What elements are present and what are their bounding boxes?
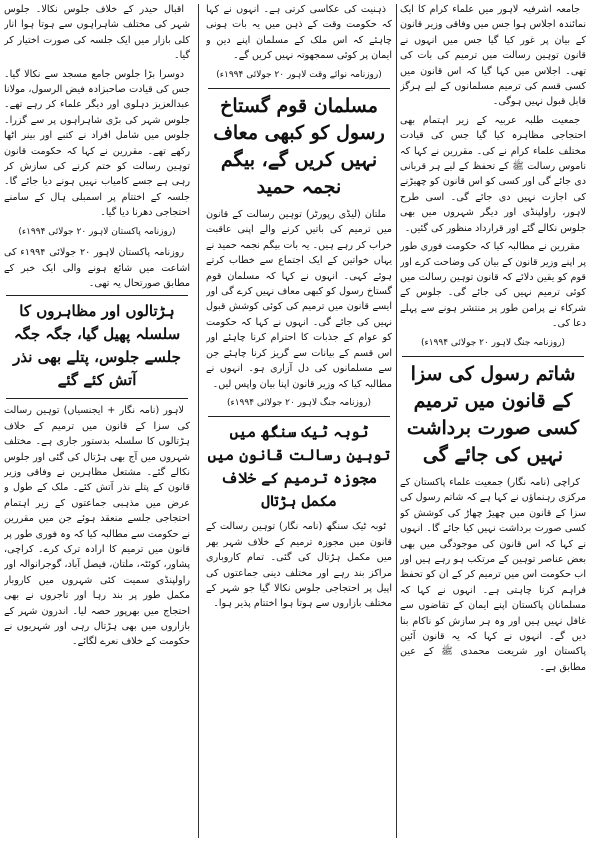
section-divider xyxy=(402,356,584,357)
source-citation: (روزنامہ نوائے وقت لاہور ۲۰ جولائی ۱۹۹۴ء) xyxy=(216,69,382,80)
section-divider xyxy=(6,295,188,296)
article-paragraph: ملتان (لیڈی رپورٹر) توہین رسالت کے قانون میں ترمیم کی باتیں کرنے والے اپنی عاقبت خراب کر رہے ہیں۔ یہ بات بیگم نجمہ حمید نے یہاں خواتین کے ایک اجتماع سے خطاب کرتے ہوئے کہی۔ انہوں نے کہا کہ مسلمان قوم گستاخ رسول کو کبھی معاف نہیں کرے گی اور ایسے قانون میں ترمیم کی کوئی کوشش قبول نہیں کی جائے گی۔ انہوں نے کہا کہ حکومت کو عوام کے جذبات کا احترام کرنا چاہئے اور اس قسم کے بیانات سے گریز کرنا چاہئے جن سے مسلمانوں کی دل آزاری ہو۔ انہوں نے مطالبہ کیا کہ وزیر قانون اپنا بیان واپس لیں۔ xyxy=(206,209,392,390)
article-paragraph: لاہور (نامہ نگار + ایجنسیاں) توہین رسالت کی سزا کے قانون میں ترمیم کے خلاف ہڑتالوں کا سلسلہ بدستور جاری ہے۔ مختلف شہروں میں آج بھی ہڑتال کی گئی اور جلوس نکالے گئے۔ مشتعل مظاہرین نے وفاقی وزیر قانون کے پتلے نذر آتش کئے۔ ملک کے طول و عرض میں مذہبی جماعتوں کے زیر اہتمام احتجاجی جلسے منعقد ہوئے جن میں مقررین نے حکومت سے مطالبہ کیا کہ وہ فوری طور پر قانون میں ترمیم کا ارادہ ترک کرے۔ کراچی، پشاور، کوئٹہ، ملتان، فیصل آباد، گوجرانوالہ اور راولپنڈی سمیت کئی شہروں میں کاروبار مکمل طور پر بند رہا اور تاجروں نے بھی احتجاج میں بھرپور حصہ لیا۔ اندرون شہر کے بازاروں میں بھی ہڑتال رہی اور شہریوں نے حکومت کے خلاف نعرے لگائے۔ xyxy=(4,405,190,648)
headline: شاتم رسول کی سزا کے قانون میں ترمیم کسی صورت برداشت نہیں کی جائے گی xyxy=(406,362,580,466)
article-paragraph: دوسرا بڑا جلوس جامع مسجد سے نکالا گیا۔ جس کی قیادت صاحبزادہ فیض الرسول، مولانا عبدالعزیز دہلوی اور دیگر علماء کر رہے تھے۔ جلوس شہر کی بڑی شاہراہوں پر سے گزرا۔ جلوس میں شامل افراد نے کتبے اور بینر اٹھا رکھے تھے۔ مقررین نے کہا کہ حکومت قانون توہین رسالت کو ختم کرنے کی سازش کر رہی ہے جسے کامیاب نہیں ہونے دیا جائے گا۔ جلسہ کے اختتام پر اسمبلی ہال کے سامنے احتجاجی دھرنا دیا گیا۔ xyxy=(4,68,190,219)
headline: مسلمان قوم گستاخ رسول کو کبھی معاف نہیں کریں گے، بیگم نجمہ حمید xyxy=(213,95,385,199)
section-divider xyxy=(208,416,390,417)
article-paragraph: مقررین نے مطالبہ کیا کہ حکومت فوری طور پر اپنے وزیر قانون کے بیان کی وضاحت کرے اور قوم کو یقین دلائے کہ قانون توہین رسالت میں کوئی ترمیم نہیں کی جائے گی۔ جلوس کے شرکاء نے پرامن طور پر منتشر ہونے سے پہلے دعا کی۔ xyxy=(400,241,586,330)
article-paragraph: ذہنیت کی عکاسی کرتی ہے۔ انہوں نے کہا کہ حکومت وقت کے ذہن میں یہ بات ہونی چاہئے کہ اس ملک کے مسلمان اپنے دین و ایمان پر کوئی سمجھوتہ نہیں کریں گے۔ xyxy=(206,4,392,62)
section-divider xyxy=(208,88,390,89)
article-paragraph: اقبال حیدر کے خلاف جلوس نکالا۔ جلوس شہر کی مختلف شاہراہوں سے ہوتا ہوا انار کلی بازار میں ایک جلسہ کی صورت اختیار کر گیا۔ xyxy=(4,4,190,62)
right-column xyxy=(400,2,586,840)
section-divider xyxy=(6,398,188,399)
headline: ہڑتالوں اور مظاہروں کا سلسلہ پھیل گیا، جگہ جگہ جلسے جلوس، پتلے بھی نذر آتش کئے گئے xyxy=(13,302,181,390)
source-citation: (روزنامہ پاکستان لاہور ۲۰ جولائی ۱۹۹۴ء) xyxy=(18,226,176,237)
source-citation: (روزنامہ جنگ لاہور ۲۰ جولائی ۱۹۹۴ء) xyxy=(420,337,566,348)
article-paragraph: ٹوبہ ٹیک سنگھ (نامہ نگار) توہین رسالت کے قانون میں مجوزہ ترمیم کے خلاف شہر بھر میں مکمل ہڑتال کی گئی۔ تمام کاروباری مراکز بند رہے اور مختلف دینی جماعتوں کی اپیل پر احتجاجی جلوس نکالا گیا جو شہر کے مختلف بازاروں سے ہوتا ہوا اختتام پذیر ہوا۔ xyxy=(206,521,392,610)
article-paragraph: کراچی (نامہ نگار) جمعیت علماء پاکستان کے مرکزی رہنماؤں نے کہا ہے کہ شاتم رسول کی سزا کے قانون میں چھیڑ چھاڑ کی کوشش کو کسی صورت برداشت نہیں کیا جائے گا۔ انہوں نے کہا کہ اس قانون کی موجودگی میں بھی بعض عناصر توہین کے مرتکب ہو رہے ہیں اور اب حکومت اس میں ترمیم کر کے ان کو تحفظ فراہم کرنا چاہتی ہے۔ انہوں نے کہا کہ مسلمانان پاکستان اپنے ایمان کے تقاضوں سے غافل نہیں ہیں اور وہ ہر سازش کو ناکام بنا دیں گے۔ انہوں نے کہا کہ یہ قانون آئین پاکستان اور شریعت محمدی ﷺ کے عین مطابق ہے۔ xyxy=(400,476,586,673)
headline: ٹوبہ ٹیک سنگھ میں توہین رسالت قانون میں مجوزہ ترمیم کے خلاف مکمل ہڑتال xyxy=(207,423,391,511)
column-rule xyxy=(396,4,397,838)
middle-column xyxy=(206,2,392,840)
article-paragraph: جامعہ اشرفیہ لاہور میں علماء کرام کا ایک نمائندہ اجلاس ہوا جس میں وفاقی وزیر قانون کے بیان پر غور کیا گیا جس میں انہوں نے قانون توہین رسالت میں ترمیم کی بات کی تھی۔ اجلاس میں کہا گیا کہ اس قانون میں کسی قسم کی ترمیم مسلمانوں کے لیے ہرگز قابل قبول نہیں ہوگی۔ xyxy=(400,4,586,108)
article-paragraph: روزنامہ پاکستان لاہور ۲۰ جولائی ۱۹۹۴ء کی اشاعت میں شائع ہونے والی ایک خبر کے مطابق صورتحال یہ تھی۔ xyxy=(4,247,190,289)
source-citation: (روزنامہ جنگ لاہور ۲۰ جولائی ۱۹۹۴ء) xyxy=(226,397,372,408)
column-rule xyxy=(198,4,199,838)
article-paragraph: جمعیت طلبہ عربیہ کے زیر اہتمام بھی احتجاجی مظاہرہ کیا گیا جس کی قیادت مختلف علماء کرام نے کی۔ مقررین نے کہا کہ ناموس رسالت ﷺ کے تحفظ کے لیے ہر قربانی دی جائے گی اور کسی کو اس قانون کو چھیڑنے کی اجازت نہیں دی جائے گی۔ اسی طرح لاہور، راولپنڈی اور دیگر شہروں میں بھی جلوس نکالے گئے اور قرارداد منظور کی گئیں۔ xyxy=(400,114,586,234)
left-column xyxy=(4,2,190,840)
